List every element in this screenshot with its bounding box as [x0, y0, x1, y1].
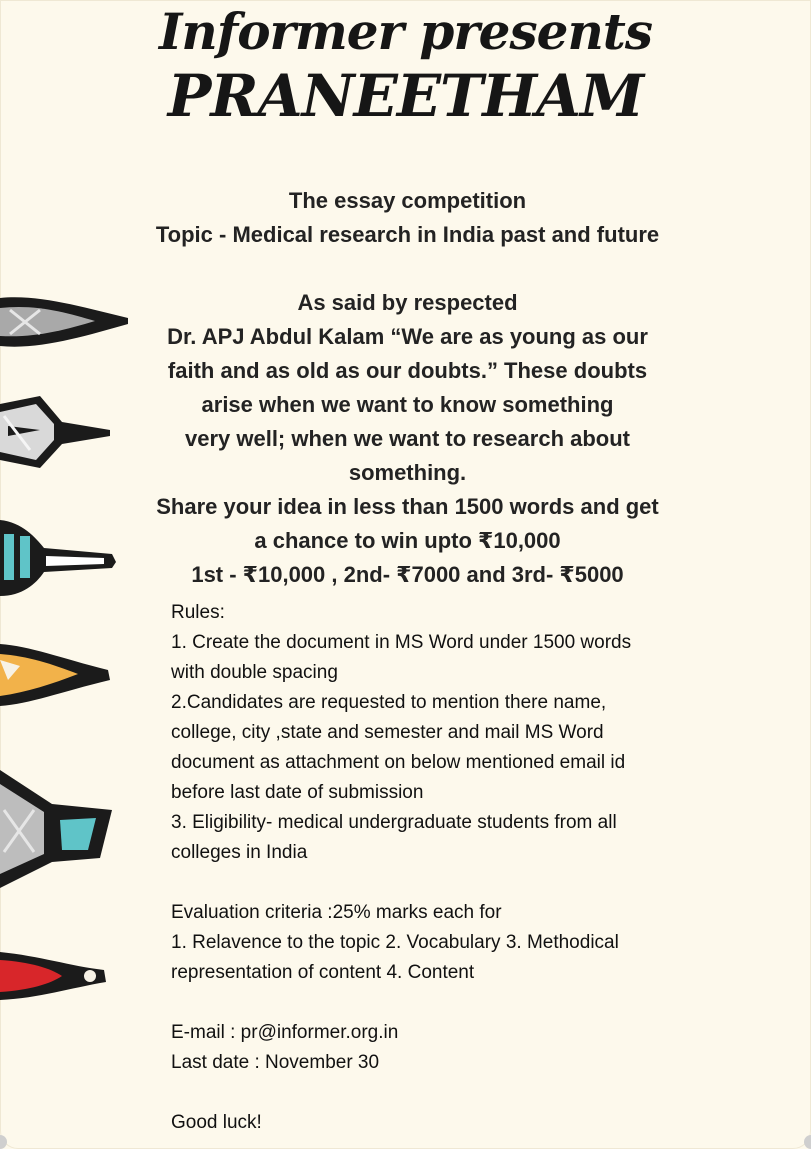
evaluation-line: representation of content 4. Content: [171, 962, 475, 983]
rule-line: colleges in India: [171, 842, 308, 863]
evaluation-heading: Evaluation criteria :25% marks each for: [171, 902, 502, 923]
quote-line: As said by respected: [297, 290, 518, 315]
evaluation-line: 1. Relavence to the topic 2. Vocabulary 3. Methodical: [171, 932, 619, 953]
quote-line: something.: [348, 460, 467, 485]
quote-line: faith and as old as our doubts.” These doubts: [167, 358, 648, 383]
rules-heading: Rules:: [171, 602, 225, 623]
contact-email: E-mail : pr@informer.org.in: [171, 1022, 399, 1043]
quote-line: arise when we want to know something: [201, 392, 614, 417]
rule-line: 3. Eligibility- medical undergraduate students from all: [171, 812, 617, 833]
pen-nib-icon-3: [0, 518, 120, 598]
rule-line: with double spacing: [171, 662, 338, 683]
rule-line: before last date of submission: [171, 782, 424, 803]
poster-title-presenter: Informer presents: [158, 2, 653, 61]
pen-nib-icon-4: [0, 640, 115, 710]
closing-message: Good luck!: [171, 1112, 262, 1133]
pen-nib-icon-1: [0, 290, 135, 352]
last-date: Last date : November 30: [171, 1052, 380, 1073]
rules-section: [171, 598, 691, 1138]
prize-line: 1st - ₹10,000 , 2nd- ₹7000 and 3rd- ₹5000: [191, 562, 624, 587]
competition-heading: The essay competition: [288, 188, 527, 213]
page-corner-right: [804, 1135, 811, 1149]
competition-topic: Topic - Medical research in India past and future: [155, 222, 660, 247]
pen-nib-icon-5: [0, 770, 118, 890]
rule-line: document as attachment on below mentioned email id: [171, 752, 626, 773]
pen-nib-icon-2: [0, 392, 115, 472]
share-line: a chance to win upto ₹10,000: [254, 528, 561, 553]
rule-line: 2.Candidates are requested to mention there name,: [171, 692, 607, 713]
quote-line: very well; when we want to research about: [184, 426, 631, 451]
quote-line: Dr. APJ Abdul Kalam “We are as young as our: [167, 324, 648, 349]
rule-line: 1. Create the document in MS Word under 1500 words: [171, 632, 632, 653]
poster-title-event: PRANEETHAM: [167, 62, 644, 130]
page-corner-left: [0, 1135, 7, 1149]
intro-section: [140, 184, 675, 592]
share-line: Share your idea in less than 1500 words and get: [156, 494, 659, 519]
rule-line: college, city ,state and semester and mail MS Word: [171, 722, 604, 743]
pen-nib-icon-6: [0, 950, 110, 1002]
